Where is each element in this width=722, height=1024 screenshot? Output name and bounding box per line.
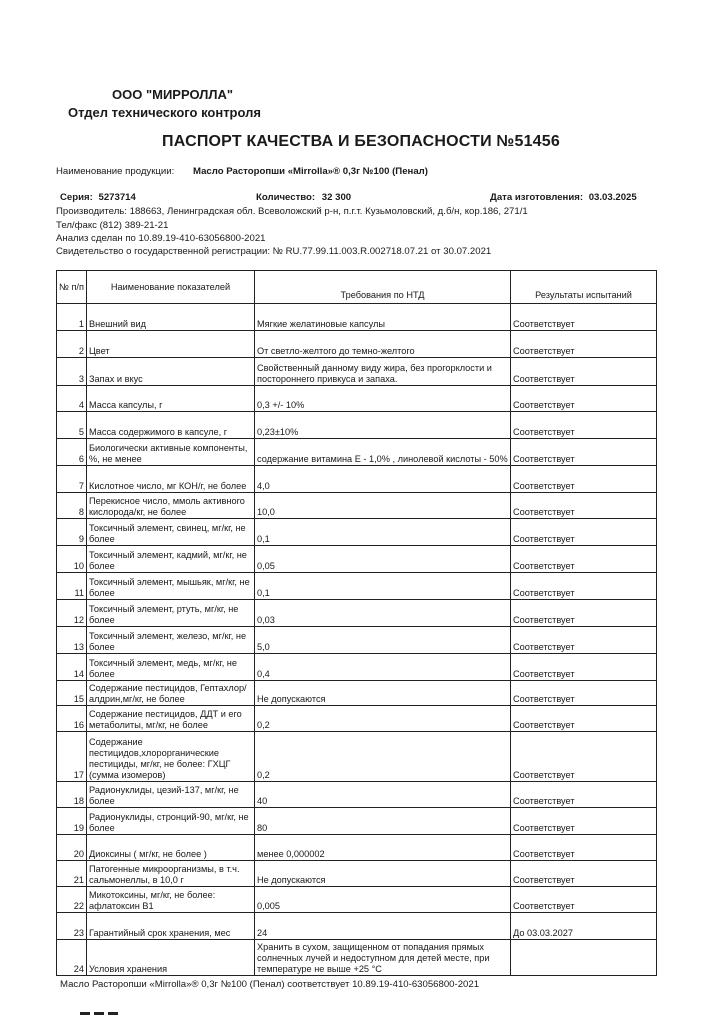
row-requirement: 0,005 — [255, 887, 511, 913]
quantity-field — [256, 192, 351, 204]
row-result: Соответствует — [511, 861, 657, 887]
table-row — [57, 519, 657, 546]
row-requirement: Мягкие желатиновые капсулы — [255, 304, 511, 331]
table-row — [57, 627, 657, 654]
row-indicator: Радионуклиды, стронций-90, мг/кг, не более — [87, 808, 255, 835]
series-field — [60, 192, 136, 204]
row-number: 8 — [57, 493, 87, 519]
row-result: Соответствует — [511, 466, 657, 493]
row-requirement: 0,1 — [255, 519, 511, 546]
row-number: 1 — [57, 304, 87, 331]
row-number: 23 — [57, 913, 87, 940]
row-number: 19 — [57, 808, 87, 835]
product-label: Наименование продукции: — [56, 166, 175, 177]
row-number: 2 — [57, 331, 87, 358]
table-row — [57, 654, 657, 681]
table-row — [57, 732, 657, 782]
row-result: Соответствует — [511, 887, 657, 913]
manufacture-date-label: Дата изготовления: — [490, 192, 584, 203]
product-line — [56, 166, 428, 178]
row-indicator: Гарантийный срок хранения, мес — [87, 913, 255, 940]
row-number: 17 — [57, 732, 87, 782]
producer-address: Производитель: 188663, Ленинградская обл. Всеволожский р-н, п.г.т. Кузьмоловский, д.б/н, кор.186, 271/1 — [56, 206, 528, 217]
row-result: Соответствует — [511, 600, 657, 627]
row-result: Соответствует — [511, 654, 657, 681]
row-requirement: 0,3 +/- 10% — [255, 386, 511, 412]
row-requirement: Свойственный данному виду жира, без прогорклости и постороннего привкуса и запаха. — [255, 358, 511, 386]
quality-table — [56, 270, 657, 976]
row-indicator: Токсичный элемент, кадмий, мг/кг, не более — [87, 546, 255, 573]
row-number: 5 — [57, 412, 87, 439]
row-indicator: Токсичный элемент, свинец, мг/кг, не более — [87, 519, 255, 546]
row-indicator: Радионуклиды, цезий-137, мг/кг, не более — [87, 782, 255, 808]
row-indicator: Диоксины ( мг/кг, не более ) — [87, 835, 255, 861]
table-header-row — [57, 271, 657, 304]
row-indicator: Кислотное число, мг КОН/г, не более — [87, 466, 255, 493]
row-result: Соответствует — [511, 706, 657, 732]
header-results: Результаты испытаний — [511, 271, 657, 304]
table-row — [57, 493, 657, 519]
table-row — [57, 940, 657, 976]
row-number: 20 — [57, 835, 87, 861]
row-requirement: 0,1 — [255, 573, 511, 600]
series-value: 5273714 — [98, 192, 136, 203]
row-result: Соответствует — [511, 573, 657, 600]
row-requirement: 80 — [255, 808, 511, 835]
row-result: Соответствует — [511, 493, 657, 519]
row-requirement: 0,4 — [255, 654, 511, 681]
row-indicator: Содержание пестицидов,хлорорганические пестициды, мг/кг, не более: ГХЦГ (сумма изомеров) — [87, 732, 255, 782]
quantity-label: Количество: — [256, 192, 316, 203]
row-result: Соответствует — [511, 681, 657, 706]
row-indicator: Запах и вкус — [87, 358, 255, 386]
row-requirement: 0,03 — [255, 600, 511, 627]
row-number: 9 — [57, 519, 87, 546]
row-result: Соответствует — [511, 835, 657, 861]
row-number: 18 — [57, 782, 87, 808]
row-indicator: Патогенные микроорганизмы, в т.ч. сальмонеллы, в 10,0 г — [87, 861, 255, 887]
row-indicator: Содержание пестицидов, ДДТ и его метаболиты, мг/кг, не более — [87, 706, 255, 732]
row-result — [511, 940, 657, 976]
organization-name: ООО "МИРРОЛЛА" — [112, 87, 234, 102]
row-indicator: Биологически активные компоненты, %, не менее — [87, 439, 255, 466]
table-row — [57, 412, 657, 439]
table-row — [57, 913, 657, 940]
row-requirement: 40 — [255, 782, 511, 808]
row-result: Соответствует — [511, 808, 657, 835]
row-requirement: От светло-желтого до темно-желтого — [255, 331, 511, 358]
row-number: 11 — [57, 573, 87, 600]
table-row — [57, 782, 657, 808]
row-number: 16 — [57, 706, 87, 732]
table-row — [57, 358, 657, 386]
row-result: Соответствует — [511, 519, 657, 546]
row-requirement: 5,0 — [255, 627, 511, 654]
row-result: Соответствует — [511, 439, 657, 466]
row-result: Соответствует — [511, 358, 657, 386]
row-number: 6 — [57, 439, 87, 466]
row-requirement: Не допускаются — [255, 681, 511, 706]
table-row — [57, 546, 657, 573]
row-result: Соответствует — [511, 627, 657, 654]
row-result: Соответствует — [511, 331, 657, 358]
department-name: Отдел технического контроля — [68, 105, 261, 120]
row-indicator: Токсичный элемент, ртуть, мг/кг, не более — [87, 600, 255, 627]
row-indicator: Содержание пестицидов, Гептахлор/ алдрин,мг/кг, не более — [87, 681, 255, 706]
header-name: Наименование показателей — [87, 271, 255, 304]
row-number: 4 — [57, 386, 87, 412]
row-indicator: Токсичный элемент, мышьяк, мг/кг, не более — [87, 573, 255, 600]
row-requirement: 4,0 — [255, 466, 511, 493]
row-requirement: 0,05 — [255, 546, 511, 573]
row-indicator: Токсичный элемент, железо, мг/кг, не более — [87, 627, 255, 654]
conformity-statement: Масло Расторопши «Mirrolla»® 0,3г №100 (Пенал) соответствует 10.89.19-410-63056800-2021 — [60, 979, 480, 990]
row-requirement: Не допускаются — [255, 861, 511, 887]
table-row — [57, 861, 657, 887]
row-indicator: Масса содержимого в капсуле, г — [87, 412, 255, 439]
table-row — [57, 304, 657, 331]
row-number: 3 — [57, 358, 87, 386]
row-number: 13 — [57, 627, 87, 654]
header-requirements: Требования по НТД — [255, 271, 511, 304]
table-row — [57, 835, 657, 861]
row-result: Соответствует — [511, 386, 657, 412]
manufacture-date-field — [490, 192, 637, 204]
table-row — [57, 331, 657, 358]
row-indicator: Перекисное число, ммоль активного кислорода/кг, не более — [87, 493, 255, 519]
row-indicator: Масса капсулы, г — [87, 386, 255, 412]
row-result: Соответствует — [511, 546, 657, 573]
table-row — [57, 808, 657, 835]
row-number: 7 — [57, 466, 87, 493]
row-indicator: Цвет — [87, 331, 255, 358]
row-result: До 03.03.2027 — [511, 913, 657, 940]
row-requirement: менее 0,000002 — [255, 835, 511, 861]
row-number: 22 — [57, 887, 87, 913]
row-requirement: 24 — [255, 913, 511, 940]
table-row — [57, 706, 657, 732]
row-result: Соответствует — [511, 732, 657, 782]
table-row — [57, 887, 657, 913]
row-indicator: Микотоксины, мг/кг, не более: афлатоксин В1 — [87, 887, 255, 913]
registration-certificate: Свидетельство о государственной регистрации: № RU.77.99.11.003.R.002718.07.21 от 30.07.2021 — [56, 246, 492, 257]
table-row — [57, 386, 657, 412]
row-number: 10 — [57, 546, 87, 573]
table-row — [57, 600, 657, 627]
quantity-value: 32 300 — [321, 192, 352, 203]
analysis-basis: Анализ сделан по 10.89.19-410-63056800-2021 — [56, 233, 266, 244]
row-number: 15 — [57, 681, 87, 706]
row-requirement: Хранить в сухом, защищенном от попадания прямых солнечных лучей и недоступном для детей месте, при температуре не выше +25 °С — [255, 940, 511, 976]
row-result: Соответствует — [511, 782, 657, 808]
row-requirement: 0,2 — [255, 706, 511, 732]
organization-block — [68, 86, 352, 122]
row-result: Соответствует — [511, 304, 657, 331]
header-num: № п/п — [57, 271, 87, 304]
document-title: ПАСПОРТ КАЧЕСТВА И БЕЗОПАСНОСТИ №51456 — [162, 133, 560, 150]
row-indicator: Внешний вид — [87, 304, 255, 331]
phone-fax: Тел/факс (812) 389-21-21 — [56, 220, 169, 231]
table-row — [57, 573, 657, 600]
manufacture-date-value: 03.03.2025 — [588, 192, 637, 203]
row-requirement: содержание витамина Е - 1,0% , линолевой кислоты - 50% — [255, 439, 511, 466]
row-number: 21 — [57, 861, 87, 887]
row-number: 24 — [57, 940, 87, 976]
table-row — [57, 439, 657, 466]
row-requirement: 10,0 — [255, 493, 511, 519]
dash-marks — [80, 1002, 122, 1005]
table-row — [57, 681, 657, 706]
series-label: Серия: — [60, 192, 93, 203]
row-indicator: Токсичный элемент, медь, мг/кг, не более — [87, 654, 255, 681]
row-requirement: 0,23±10% — [255, 412, 511, 439]
row-number: 12 — [57, 600, 87, 627]
row-indicator: Условия хранения — [87, 940, 255, 976]
row-number: 14 — [57, 654, 87, 681]
table-row — [57, 466, 657, 493]
product-value: Масло Расторопши «Mirrolla»® 0,3г №100 (Пенал) — [192, 166, 428, 177]
row-requirement: 0,2 — [255, 732, 511, 782]
row-result: Соответствует — [511, 412, 657, 439]
